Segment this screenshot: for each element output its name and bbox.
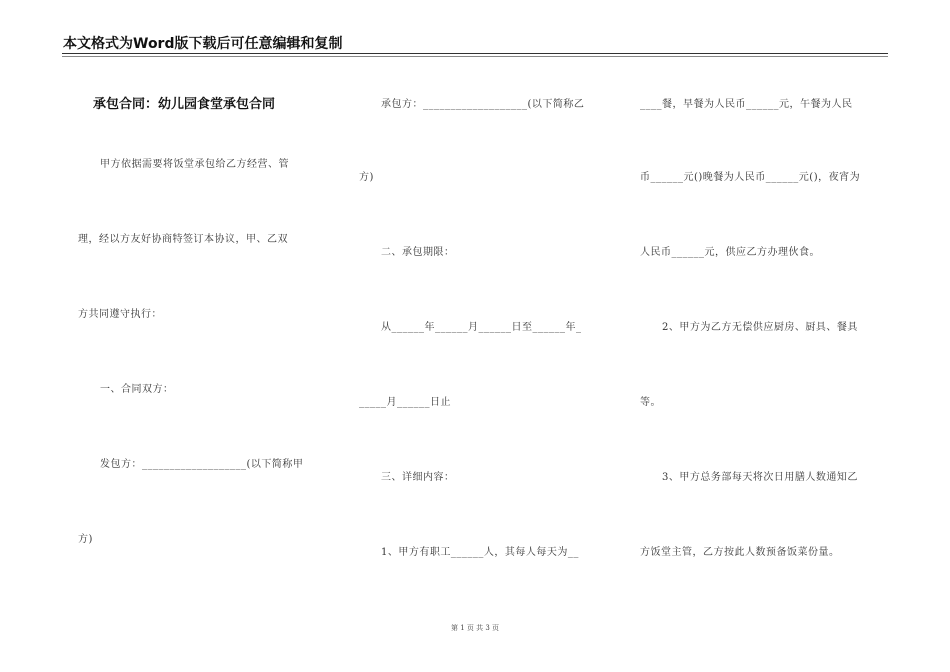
body-line: 3、甲方总务部每天将次日用膳人数通知乙: [662, 472, 858, 483]
section-heading: 一、合同双方：: [100, 384, 174, 395]
body-line: 承包方：___________________(以下简称乙: [381, 99, 585, 110]
body-line: 2、甲方为乙方无偿供应厨房、厨具、餐具: [662, 322, 858, 333]
body-line: ____餐，早餐为人民币______元，午餐为人民: [640, 99, 853, 110]
body-line: 方共同遵守执行：: [78, 309, 162, 320]
section-heading: 二、承包期限：: [381, 247, 455, 258]
page-header: 本文格式为Word版下载后可任意编辑和复制: [63, 36, 343, 52]
body-line: 等。: [640, 397, 661, 408]
page-footer: 第 1 页 共 3 页: [450, 624, 500, 632]
header-rule-thin: [62, 56, 888, 57]
body-line: 从______年______月______日至______年_: [381, 322, 582, 333]
body-line: 理，经以方友好协商特签订本协议，甲、乙双: [78, 234, 288, 245]
document-title: 承包合同：幼儿园食堂承包合同: [93, 97, 276, 112]
body-line: _____月______日止: [359, 397, 451, 408]
body-line: 1、甲方有职工______人，其每人每天为__: [381, 547, 579, 558]
header-rule: [62, 53, 888, 54]
body-line: 人民币______元，供应乙方办理伙食。: [640, 247, 820, 258]
body-line: 币______元()晚餐为人民币______元()，夜宵为: [640, 172, 861, 183]
section-heading: 三、详细内容：: [381, 472, 455, 483]
body-line: 发包方：___________________(以下简称甲: [100, 459, 304, 470]
body-line: 方): [359, 172, 374, 183]
body-line: 方饭堂主管，乙方按此人数预备饭菜份量。: [640, 547, 840, 558]
body-line: 甲方依据需要将饭堂承包给乙方经营、管: [100, 159, 289, 170]
body-line: 方): [78, 534, 93, 545]
